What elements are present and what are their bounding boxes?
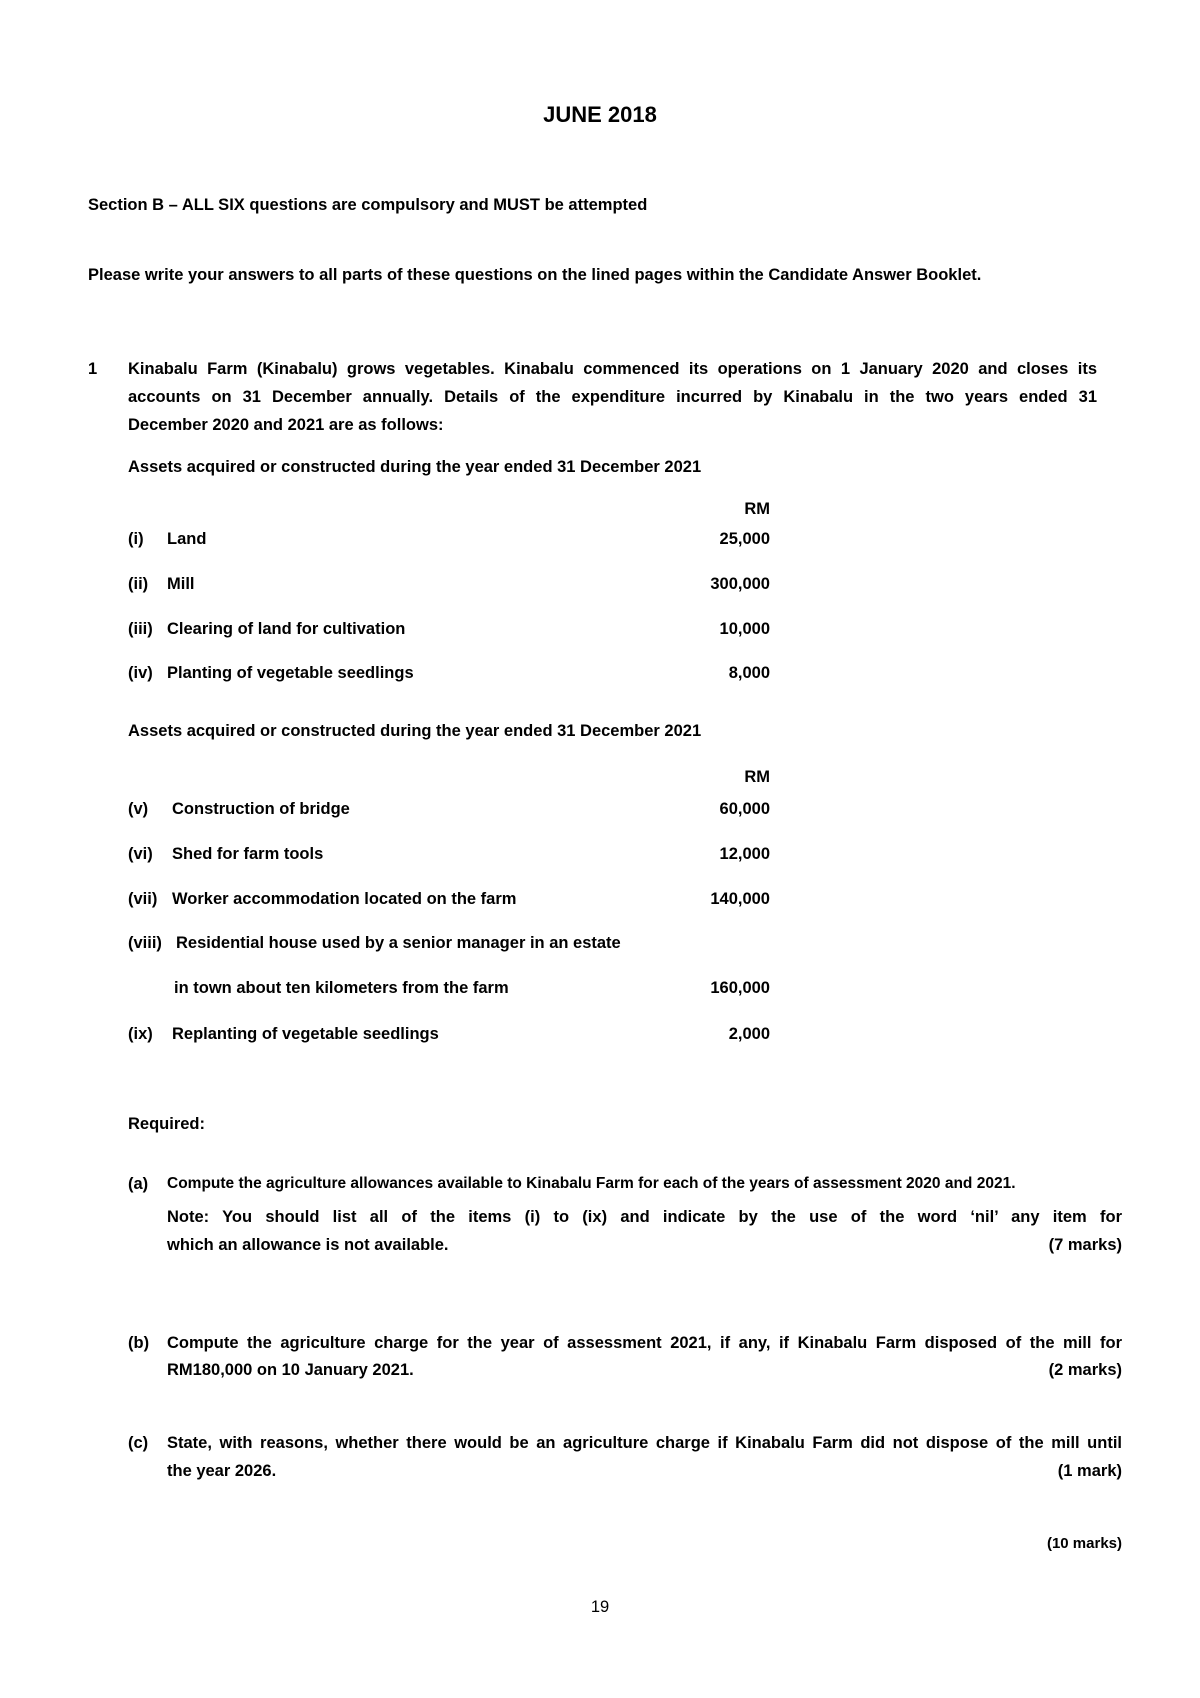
table1-row-label: Clearing of land for cultivation <box>167 620 406 638</box>
page-number: 19 <box>590 1598 610 1616</box>
part-c-line-2: the year 2026. <box>167 1462 277 1480</box>
part-a-note-line-2: which an allowance is not available. <box>167 1236 449 1254</box>
part-c-marks: (1 mark) <box>1057 1462 1122 1480</box>
table2-row-amount: 60,000 <box>719 800 770 818</box>
table2-row-amount: 12,000 <box>719 845 770 863</box>
part-b-label: (b) <box>128 1334 150 1352</box>
table1-row-label: Mill <box>167 575 195 593</box>
part-b-line-2: RM180,000 on 10 January 2021. <box>167 1361 414 1379</box>
question-intro-line-2: accounts on 31 December annually. Details of the expenditure incurred by Kinabalu in the two years ended 31 <box>128 388 1097 406</box>
table2-row-amount: 2,000 <box>728 1025 770 1043</box>
table2-row-label: Worker accommodation located on the farm <box>172 890 517 908</box>
table2-row-num: (viii) <box>128 934 162 952</box>
section-instruction: Please write your answers to all parts of these questions on the lined pages within the Candidate Answer Booklet. <box>88 266 982 284</box>
table2-row-amount: 140,000 <box>710 890 770 908</box>
table1-row-amount: 8,000 <box>728 664 770 682</box>
table1-row-amount: 25,000 <box>719 530 770 548</box>
part-a-note-line-1: Note: You should list all of the items (i) to (ix) and indicate by the use of the word ‘nil’ any item for <box>167 1208 1122 1226</box>
table2-row-num: (vi) <box>128 845 153 863</box>
question-number: 1 <box>88 360 98 378</box>
section-heading: Section B – ALL SIX questions are compulsory and MUST be attempted <box>88 196 648 214</box>
part-a-label: (a) <box>128 1175 149 1193</box>
table1-row-amount: 300,000 <box>710 575 770 593</box>
table1-row-num: (iv) <box>128 664 153 682</box>
table2-row-num: (v) <box>128 800 149 818</box>
table1-row-num: (ii) <box>128 575 149 593</box>
table1-currency: RM <box>744 500 770 518</box>
table2-row-label: Construction of bridge <box>172 800 350 818</box>
question-intro-line-3: December 2020 and 2021 are as follows: <box>128 416 444 434</box>
table2-row-label: in town about ten kilometers from the farm <box>174 979 509 997</box>
part-c-label: (c) <box>128 1434 149 1452</box>
table2-row-label: Residential house used by a senior manager in an estate <box>176 934 621 952</box>
required-heading: Required: <box>128 1115 206 1133</box>
table1-row-amount: 10,000 <box>719 620 770 638</box>
table2-row-amount: 160,000 <box>710 979 770 997</box>
part-b-line-1: Compute the agriculture charge for the year of assessment 2021, if any, if Kinabalu Farm disposed of the mill for <box>167 1334 1122 1352</box>
table2-row-label: Replanting of vegetable seedlings <box>172 1025 439 1043</box>
part-a-text: Compute the agriculture allowances available to Kinabalu Farm for each of the years of assessment 2020 and 2021. <box>167 1175 1016 1192</box>
table2-heading: Assets acquired or constructed during the year ended 31 December 2021 <box>128 722 702 740</box>
part-c-line-1: State, with reasons, whether there would be an agriculture charge if Kinabalu Farm did not dispose of the mill until <box>167 1434 1122 1452</box>
total-marks: (10 marks) <box>1046 1535 1122 1552</box>
part-a-marks: (7 marks) <box>1048 1236 1122 1254</box>
question-intro-line-1: Kinabalu Farm (Kinabalu) grows vegetables. Kinabalu commenced its operations on 1 January 2020 and closes its <box>128 360 1097 378</box>
part-b-marks: (2 marks) <box>1048 1361 1122 1379</box>
table1-row-label: Land <box>167 530 207 548</box>
table1-row-label: Planting of vegetable seedlings <box>167 664 414 682</box>
table1-row-num: (i) <box>128 530 144 548</box>
table1-heading: Assets acquired or constructed during the year ended 31 December 2021 <box>128 458 702 476</box>
table2-row-num: (ix) <box>128 1025 153 1043</box>
table2-row-num: (vii) <box>128 890 158 908</box>
table2-currency: RM <box>744 768 770 786</box>
table1-row-num: (iii) <box>128 620 153 638</box>
page-title: JUNE 2018 <box>543 102 657 127</box>
table2-row-label: Shed for farm tools <box>172 845 324 863</box>
